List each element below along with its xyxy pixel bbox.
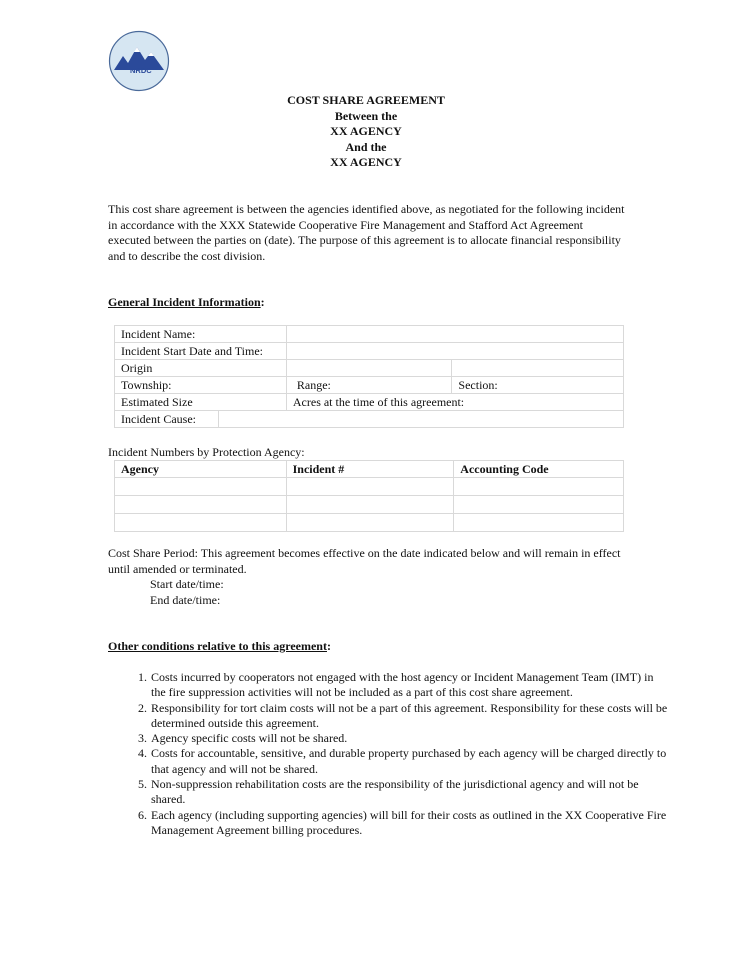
incident-name-label: Incident Name:	[115, 326, 287, 343]
table-row	[115, 326, 624, 343]
list-item: 3. Agency specific costs will not be shared.	[150, 731, 670, 746]
incident-number-cell[interactable]	[286, 478, 454, 496]
other-conditions-heading-text: Other conditions relative to this agreement	[108, 639, 327, 653]
title-line-4: And the	[345, 139, 387, 154]
agency-cell[interactable]	[115, 496, 287, 514]
incident-number-cell[interactable]	[286, 496, 454, 514]
range-label: Range:	[286, 377, 452, 394]
incident-cause-label: Incident Cause:	[115, 411, 219, 428]
incident-info-table	[114, 325, 624, 428]
origin-field[interactable]	[286, 360, 452, 377]
incident-number-cell[interactable]	[286, 514, 454, 532]
origin-label: Origin	[115, 360, 287, 377]
origin-field-2[interactable]	[452, 360, 624, 377]
estimated-size-label: Estimated Size	[115, 394, 287, 411]
incident-numbers-table	[114, 460, 624, 532]
title-line-1: COST SHARE AGREEMENT	[287, 93, 445, 107]
logo-emblem	[108, 30, 170, 92]
list-item: 6. Each agency (including supporting agencies) will bill for their costs as outlined in the XX Cooperative Fire Management Agreement billing procedures.	[150, 808, 670, 839]
agency-logo	[108, 30, 170, 92]
cost-share-period	[108, 546, 628, 608]
agency-cell[interactable]	[115, 514, 287, 532]
cost-share-period-text: Cost Share Period: This agreement becomes effective on the date indicated below and will remain in effect until amended or terminated.	[108, 546, 621, 576]
table-row	[115, 411, 624, 428]
table-row	[115, 360, 624, 377]
table-row	[115, 514, 624, 532]
list-item: 5. Non-suppression rehabilitation costs are the responsibility of the jurisdictional agency and will not be shared.	[150, 777, 670, 808]
section-label: Section:	[452, 377, 624, 394]
column-header-accounting: Accounting Code	[454, 461, 624, 478]
table-row	[115, 478, 624, 496]
list-item: 2. Responsibility for tort claim costs will not be a part of this agreement. Responsibility for these costs will be determined outside this agreement.	[150, 701, 670, 732]
end-date-time-label: End date/time:	[150, 592, 221, 607]
column-header-agency: Agency	[115, 461, 287, 478]
other-conditions-heading-colon: :	[326, 639, 331, 653]
accounting-code-cell[interactable]	[454, 496, 624, 514]
title-line-5: XX AGENCY	[330, 155, 402, 169]
other-conditions-heading	[108, 639, 331, 654]
table-row	[115, 496, 624, 514]
incident-numbers-caption: Incident Numbers by Protection Agency:	[108, 445, 305, 459]
township-label: Township:	[115, 377, 287, 394]
list-item: 4. Costs for accountable, sensitive, and durable property purchased by each agency will be charged directly to that agency and will not be shared.	[150, 746, 670, 777]
logo-text: NRDC	[130, 66, 152, 75]
conditions-list	[108, 670, 670, 838]
accounting-code-cell[interactable]	[454, 478, 624, 496]
column-header-incident: Incident #	[286, 461, 454, 478]
accounting-code-cell[interactable]	[454, 514, 624, 532]
incident-name-field[interactable]	[286, 326, 623, 343]
table-row	[115, 394, 624, 411]
list-item: 1. Costs incurred by cooperators not engaged with the host agency or Incident Management Team (IMT) in the fire suppression activities will not be included as a part of this cost share agreement.	[150, 670, 670, 701]
start-date-time-label: Start date/time:	[150, 577, 224, 591]
acres-label: Acres at the time of this agreement:	[286, 394, 623, 411]
start-date-label: Incident Start Date and Time:	[115, 343, 287, 360]
intro-paragraph: This cost share agreement is between the agencies identified above, as negotiated for the following incident in accordance with the XXX Statewide Cooperative Fire Management and Stafford Act Agreement executed between the parties on (date). The purpose of this agreement is to allocate financial responsibility and to describe the cost division.	[108, 202, 625, 264]
table-row	[115, 343, 624, 360]
agency-cell[interactable]	[115, 478, 287, 496]
title-line-2: Between the	[334, 108, 398, 123]
document-title-block	[0, 93, 732, 171]
title-line-3: XX AGENCY	[330, 124, 402, 138]
start-date-field[interactable]	[286, 343, 623, 360]
incident-cause-field[interactable]	[218, 411, 623, 428]
general-info-heading	[108, 295, 265, 310]
table-header-row	[115, 461, 624, 478]
table-row	[115, 377, 624, 394]
general-info-heading-text: General Incident Information	[108, 295, 261, 309]
general-info-heading-colon: :	[260, 295, 265, 309]
